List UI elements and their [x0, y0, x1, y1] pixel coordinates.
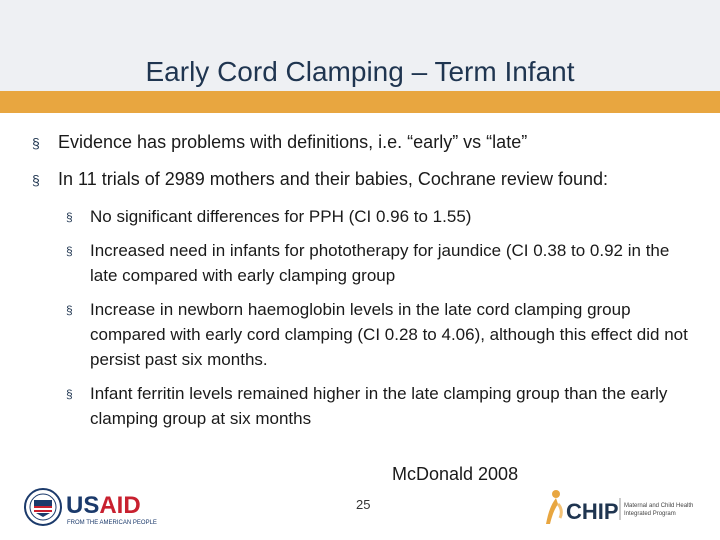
chip-figure-icon — [546, 490, 561, 524]
usaid-wordmark: USAID — [66, 492, 141, 519]
chip-wordmark: CHIP — [566, 499, 619, 524]
sub-bullet-text: No significant differences for PPH (CI 0.96 to 1.55) — [90, 207, 472, 226]
bullet-marker: § — [32, 135, 40, 151]
bullet-text: Evidence has problems with definitions, i.e. “early” vs “late” — [58, 132, 528, 152]
usaid-seal-icon — [25, 489, 61, 525]
sub-bullet-item — [30, 238, 700, 288]
usaid-tagline: FROM THE AMERICAN PEOPLE — [67, 520, 157, 526]
slide-title: Early Cord Clamping – Term Infant — [145, 56, 575, 87]
sub-bullet-item — [30, 381, 700, 431]
bullet-item — [30, 167, 700, 192]
sub-bullet-text: Infant ferritin levels remained higher in the late clamping group than the early clamping group at six months — [90, 384, 668, 428]
slide-body — [30, 130, 700, 440]
sub-bullet-marker: § — [66, 303, 73, 317]
bullet-item — [30, 130, 700, 155]
bullet-text: In 11 trials of 2989 mothers and their babies, Cochrane review found: — [58, 169, 608, 189]
chip-tagline-line2: Integrated Program — [624, 511, 676, 517]
sub-bullet-text: Increased need in infants for phototherapy for jaundice (CI 0.38 to 0.92 in the late compared with early clamping group — [90, 241, 670, 285]
usaid-logo — [22, 486, 172, 530]
chip-logo — [540, 488, 700, 528]
sub-bullet-text: Increase in newborn haemoglobin levels in the late cord clamping group compared with early cord clamping (CI 0.28 to 4.06), although this effect did not persist past six months. — [90, 300, 688, 369]
accent-band — [0, 91, 720, 113]
chip-tagline-line1: Maternal and Child Health — [624, 503, 694, 509]
sub-bullet-list — [30, 204, 700, 431]
sub-bullet-marker: § — [66, 387, 73, 401]
citation: McDonald 2008 — [392, 464, 519, 484]
sub-bullet-item — [30, 204, 700, 229]
sub-bullet-marker: § — [66, 244, 73, 258]
page-number: 25 — [356, 497, 371, 512]
sub-bullet-marker: § — [66, 210, 73, 224]
bullet-marker: § — [32, 172, 40, 188]
sub-bullet-item — [30, 297, 700, 372]
